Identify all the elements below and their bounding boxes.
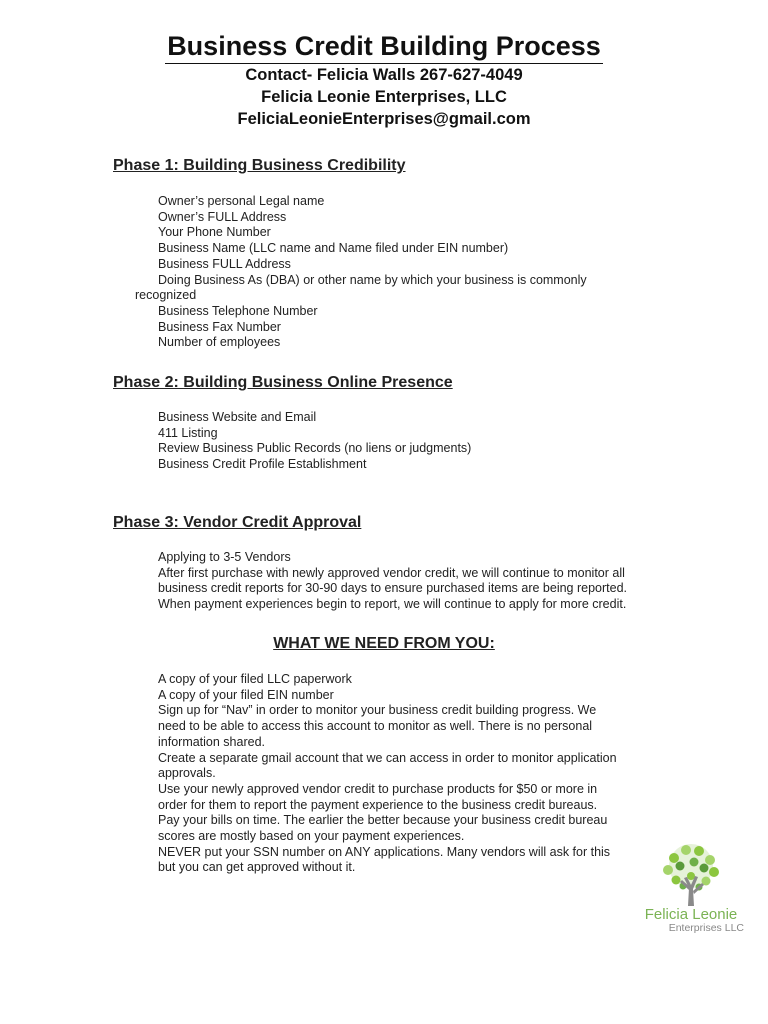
list-item: Review Business Public Records (no liens or judgments): [158, 441, 472, 456]
contact-block: [0, 64, 768, 130]
list-item: A copy of your filed LLC paperwork: [158, 672, 352, 686]
list-item-continuation: order for them to report the payment experience to the business credit bureaus.: [158, 797, 598, 812]
list-item: Business FULL Address: [158, 256, 291, 271]
need-heading: WHAT WE NEED FROM YOU:: [273, 635, 495, 652]
list-item-continuation: approvals.: [158, 766, 216, 781]
list-item: Business Website and Email: [158, 410, 317, 424]
list-item: Sign up for “Nav” in order to monitor your business credit building progress. We: [158, 703, 597, 718]
list-item: Business Name (LLC name and Name filed under EIN number): [158, 241, 509, 256]
phase3-list: [158, 550, 658, 613]
list-item-continuation: scores are mostly based on your payment experiences.: [158, 829, 465, 844]
need-list: [158, 672, 658, 876]
list-item: Owner’s FULL Address: [158, 209, 287, 224]
list-item: Your Phone Number: [158, 225, 271, 240]
logo-name: Felicia Leonie: [644, 906, 738, 923]
list-item: business credit reports for 30-90 days to ensure purchased items are being reported.: [158, 581, 628, 596]
phase2-heading: Phase 2: Building Business Online Presence: [113, 374, 453, 391]
list-item: Business Credit Profile Establishment: [158, 457, 367, 472]
list-item: Use your newly approved vendor credit to purchase products for $50 or more in: [158, 781, 598, 796]
list-item: Applying to 3-5 Vendors: [158, 550, 291, 564]
list-item: Create a separate gmail account that we can access in order to monitor application: [158, 750, 617, 765]
list-item: Doing Business As (DBA) or other name by which your business is commonly: [158, 272, 587, 287]
list-item: NEVER put your SSN number on ANY applications. Many vendors will ask for this: [158, 844, 611, 859]
list-item: Pay your bills on time. The earlier the better because your business credit bureau: [158, 813, 608, 828]
list-item: When payment experiences begin to report, we will continue to apply for more credit.: [158, 597, 627, 612]
list-item-continuation: recognized: [135, 288, 197, 303]
tree-canopy: [663, 844, 719, 891]
phase1-list: [135, 194, 658, 351]
list-item-continuation: information shared.: [158, 734, 266, 749]
contact-line: Contact- Felicia Walls 267-627-4049: [245, 66, 523, 84]
company-line: Felicia Leonie Enterprises, LLC: [261, 88, 507, 106]
document-title-block: [0, 30, 768, 64]
document-title: Business Credit Building Process: [165, 30, 603, 64]
phase3-heading: Phase 3: Vendor Credit Approval: [113, 514, 362, 531]
email-line: FeliciaLeonieEnterprises@gmail.com: [237, 110, 531, 128]
list-item: After first purchase with newly approved vendor credit, we will continue to monitor all: [158, 565, 625, 580]
list-item: 411 Listing: [158, 425, 218, 440]
list-item-continuation: need to be able to access this account to monitor as well. There is no personal: [158, 719, 593, 734]
phase1-heading: Phase 1: Building Business Credibility: [113, 157, 406, 174]
logo-subtitle: Enterprises LLC: [668, 922, 744, 934]
list-item: Business Fax Number: [158, 319, 281, 334]
list-item: Owner’s personal Legal name: [158, 194, 325, 208]
list-item: Number of employees: [158, 335, 281, 350]
list-item-continuation: but you can get approved without it.: [158, 860, 356, 875]
list-item: Business Telephone Number: [158, 303, 318, 318]
list-item: A copy of your filed EIN number: [158, 687, 334, 702]
phase2-list: [158, 410, 658, 473]
